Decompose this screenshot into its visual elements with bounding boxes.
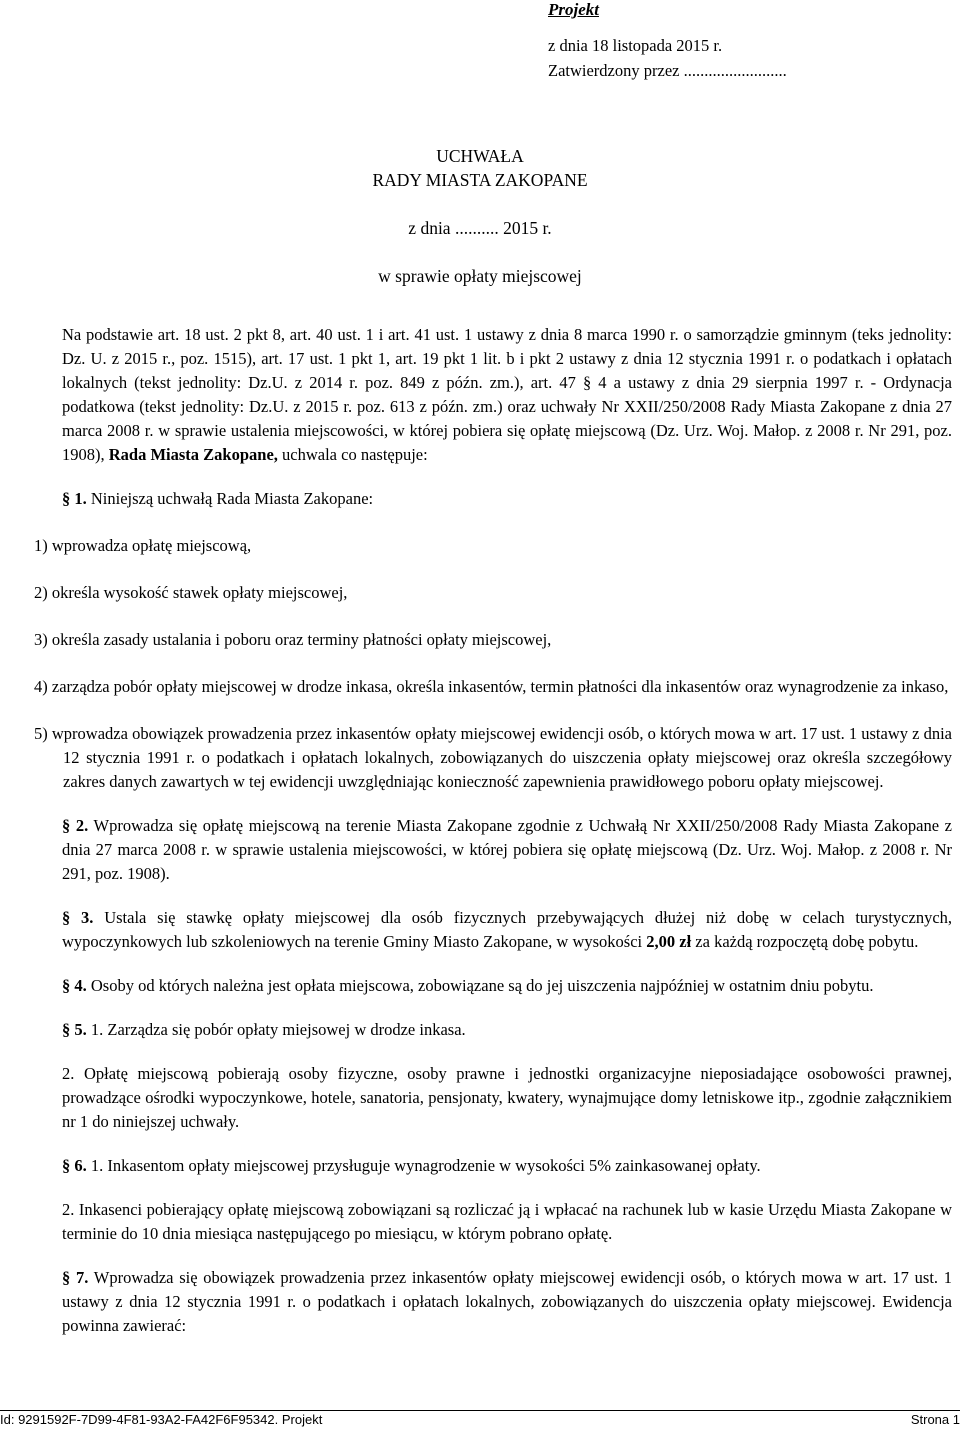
section-4-text: Osoby od których należna jest opłata miejscowa, zobowiązane są do jej uiszczenia najpóźniej w ostatnim dniu pobytu.: [90, 976, 874, 995]
section-1-text: Niniejszą uchwałą Rada Miasta Zakopane:: [90, 489, 374, 508]
draft-date: z dnia 18 listopada 2015 r.: [548, 36, 723, 55]
section-7: [34, 1266, 952, 1338]
section-2: [34, 814, 952, 886]
resolution-date: z dnia .......... 2015 r.: [408, 218, 552, 238]
section-3: [34, 906, 952, 954]
preamble: [34, 323, 952, 467]
section-1-item: 5) wprowadza obowiązek prowadzenia przez inkasentów opłaty miejscowej ewidencji osób, o których mowa w art. 17 ust. 1 ustawy z dnia 12 stycznia 1991 r. o podatkach i opłatach lokalnych, zobowiązanych do uiszczenia opłaty miejscowej oraz określa szczegółowy zakres danych zawartych w tej ewidencji uwzględniając konieczność zapewnienia prawidłowego poboru opłaty miejscowej.: [34, 724, 952, 791]
section-4: [34, 974, 952, 998]
section-6-para-1: 1. Inkasentom opłaty miejscowej przysługuje wynagrodzenie w wysokości 5% zainkasowanej opłaty.: [90, 1156, 761, 1175]
page-number: Strona 1: [910, 1412, 960, 1427]
preamble-bold: Rada Miasta Zakopane,: [108, 445, 278, 464]
document-body: [34, 323, 952, 1338]
section-3-end: za każdą rozpoczętą dobę pobytu.: [695, 932, 919, 951]
issuer-title: RADY MIASTA ZAKOPANE: [372, 170, 588, 190]
section-4-number: § 4.: [62, 976, 87, 995]
page-footer: [0, 1410, 960, 1429]
section-5-number: § 5.: [62, 1020, 87, 1039]
section-6-number: § 6.: [62, 1156, 87, 1175]
section-3-text: Ustala się stawkę opłaty miejscowej dla osób fizycznych przebywających dłużej niż dobę w celach turystycznych, wypoczynkowych lub szkoleniowych na terenie Gminy Miasto Zakopane, w wysokości: [62, 908, 953, 951]
section-6-para-2: 2. Inkasenci pobierający opłatę miejscową zobowiązani są rozliczać ją i wpłacać na rachunek lub w kasie Urzędu Miasta Zakopane w terminie do 10 dnia miesiąca następującego po miesiącu, w którym pobrano opłatę.: [62, 1200, 952, 1243]
section-5: [34, 1018, 952, 1042]
section-2-number: § 2.: [62, 816, 89, 835]
section-2-text: Wprowadza się opłatę miejscową na terenie Miasta Zakopane zgodnie z Uchwałą Nr XXII/250/2008 Rady Miasta Zakopane z dnia 27 marca 2008 r. w sprawie ustalenia miejscowości, w której pobiera się opłatę miejscową (Dz. Urz. Woj. Małop. z 2008 r. Nr 291, poz. 1908).: [62, 816, 953, 883]
section-1-item: 3) określa zasady ustalania i poboru oraz terminy płatności opłaty miejscowej,: [34, 630, 552, 649]
section-5-para-1: 1. Zarządza się pobór opłaty miejsowej w drodze inkasa.: [90, 1020, 466, 1039]
approved-by: Zatwierdzony przez .........................: [548, 61, 787, 80]
fee-amount: 2,00 zł: [646, 932, 692, 951]
section-6: [34, 1154, 952, 1178]
preamble-end: uchwala co następuje:: [282, 445, 428, 464]
section-7-text: Wprowadza się obowiązek prowadzenia przez inkasentów opłaty miejscowej ewidencji osób, o których mowa w art. 17 ust. 1 ustawy z dnia 12 stycznia 1991 r. o podatkach i opłatach lokalnych, zobowiązanych do uiszczenia opłaty miejscowej. Ewidencja powinna zawierać:: [62, 1268, 953, 1335]
section-5-para-2: 2. Opłatę miejscową pobierają osoby fizyczne, osoby prawne i jednostki organizacyjne nieposiadające osobowości prawnej, prowadzące ośrodki wypoczynkowe, hotele, sanatoria, pensjonaty, kwatery, wynajmujące domy letniskowe itp., zgodnie załącznikiem nr 1 do niniejszej uchwały.: [62, 1064, 952, 1131]
section-1-item: 1) wprowadza opłatę miejscową,: [34, 536, 252, 555]
doc-type-title: UCHWAŁA: [436, 146, 524, 166]
resolution-subject: w sprawie opłaty miejscowej: [378, 266, 582, 286]
section-1-item: 2) określa wysokość stawek opłaty miejscowej,: [34, 583, 348, 602]
section-1-number: § 1.: [62, 489, 87, 508]
projekt-label: Projekt: [548, 0, 599, 19]
section-1: [34, 487, 952, 511]
preamble-text: Na podstawie art. 18 ust. 2 pkt 8, art. 40 ust. 1 i art. 41 ust. 1 ustawy z dnia 8 marca 1990 r. o samorządzie gminnym (teks jednolity: Dz. U. z 2015 r., poz. 1515), art. 17 ust. 1 pkt 1, art. 19 pkt 1 lit. b i pkt 2 ustawy z dnia 12 stycznia 1991 r. o podatkach i opłatach lokalnych (tekst jednolity: Dz.U. z 2014 r. poz. 849 z późn. zm.), art. 47 § 4 a ustawy z dnia 29 sierpnia 1997 r. - Ordynacja podatkowa (tekst jednolity: Dz.U. z 2015 r. poz. 613 z późn. zm.) oraz uchwały Nr XXII/250/2008 Rady Miasta Zakopane z dnia 27 marca 2008 r. w sprawie ustalenia miejscowości, w której pobiera się opłatę miejscową (Dz. Urz. Woj. Małop. z 2008 r. Nr 291, poz. 1908),: [62, 325, 952, 464]
section-3-number: § 3.: [62, 908, 94, 927]
document-id: Id: 9291592F-7D99-4F81-93A2-FA42F6F95342. Projekt: [0, 1412, 323, 1427]
section-7-number: § 7.: [62, 1268, 89, 1287]
section-1-item: 4) zarządza pobór opłaty miejscowej w drodze inkasa, określa inkasentów, termin płatności dla inkasentów oraz wynagrodzenie za inkaso,: [34, 677, 949, 696]
